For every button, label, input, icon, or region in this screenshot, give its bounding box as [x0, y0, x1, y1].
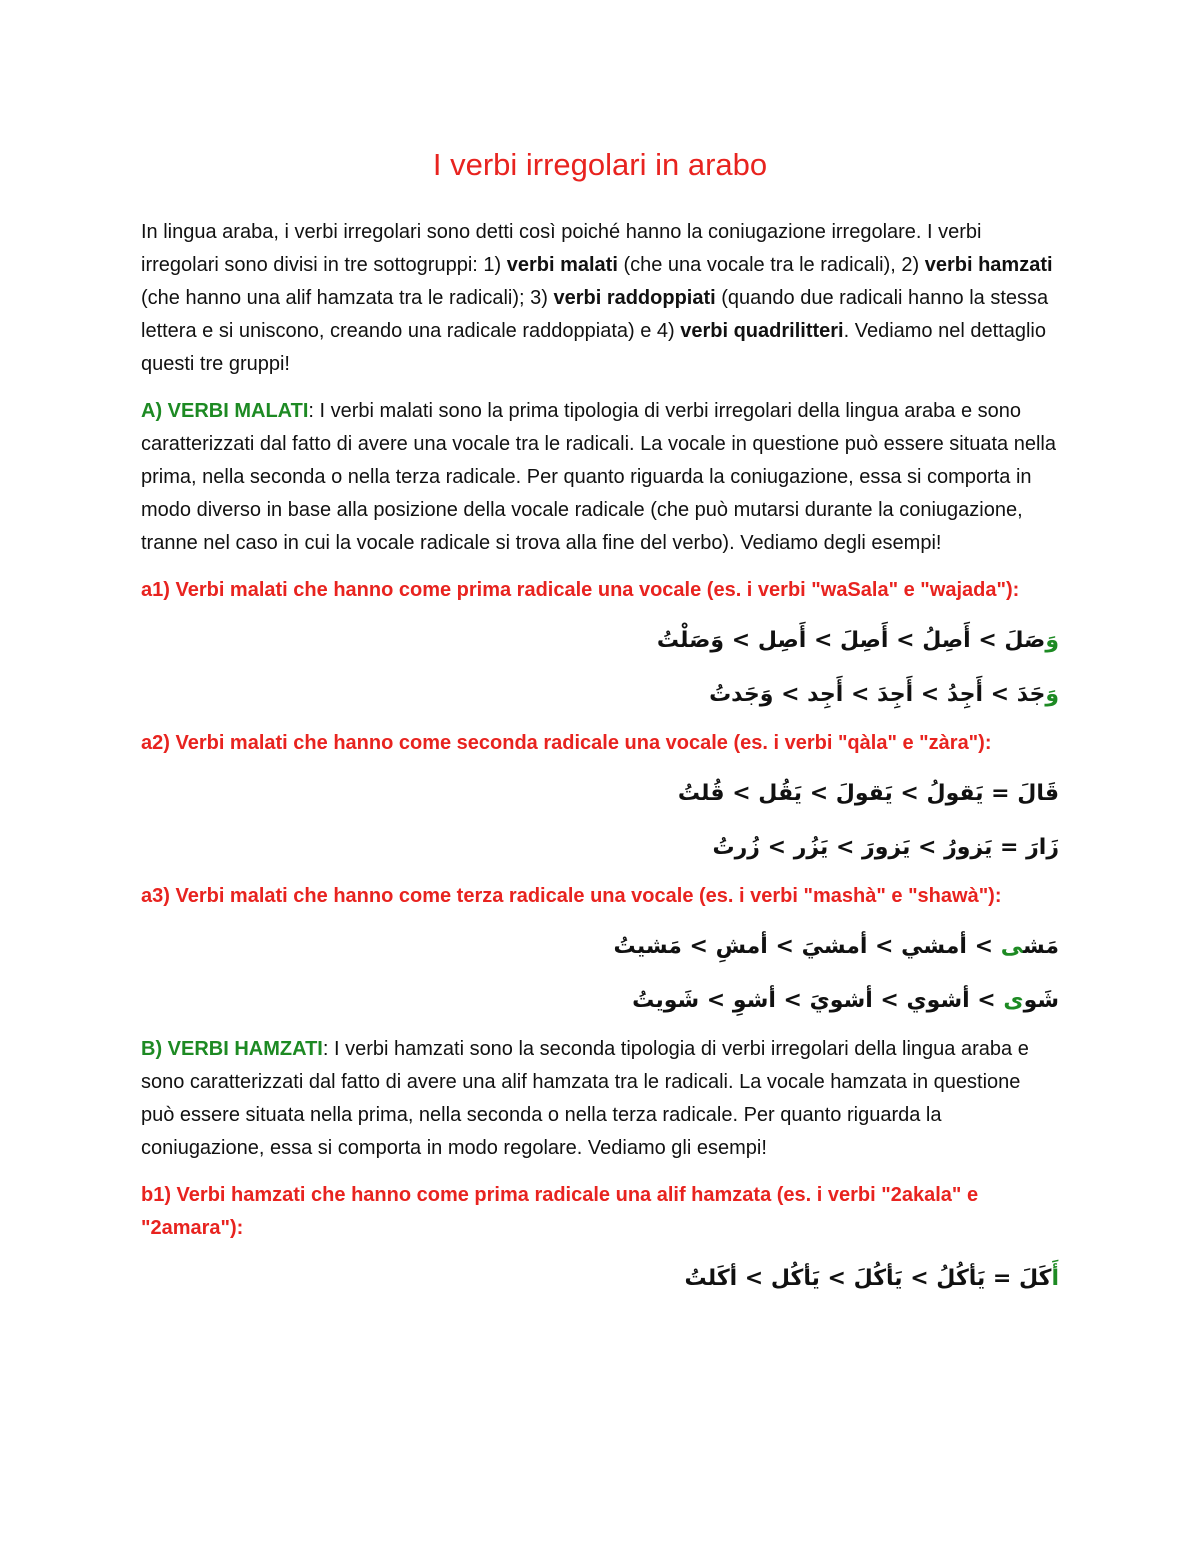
- green-letter: أَ: [1051, 1266, 1059, 1291]
- section-b-paragraph: [141, 1033, 1059, 1165]
- a3-example-2: [141, 979, 1059, 1023]
- section-b-text: : I verbi hamzati sono la seconda tipologia di verbi irregolari della lingua araba e sono caratterizzati dal fatto di avere una alif hamzata tra le radicali. La vocale hamzata in questione può essere situata nella prima, nella seconda o nella terza radicale. Per quanto riguarda la coniugazione, essa si comporta in modo regolare. Vediamo gli esempi!: [141, 1038, 1029, 1159]
- green-letter: وَ: [1045, 682, 1059, 707]
- a3-example-1: [141, 925, 1059, 969]
- a1-example-1: [141, 619, 1059, 663]
- green-letter: ى: [1003, 988, 1024, 1013]
- intro-text: In lingua araba, i verbi irregolari sono detti così poiché hanno la coniugazione irregolare. I verbi irregolari sono divisi in tre sottogruppi: 1): [141, 221, 982, 276]
- a1-heading: a1) Verbi malati che hanno come prima radicale una vocale (es. i verbi "waSala" e "wajada"):: [141, 579, 1020, 601]
- a3-heading: a3) Verbi malati che hanno come terza radicale una vocale (es. i verbi "mashà" e "shawà"):: [141, 885, 1002, 907]
- intro-bold: verbi quadrilitteri: [680, 320, 844, 342]
- arabic-text: > أمشي > أمشيَ > أمشِ > مَشيتُ: [613, 934, 1001, 959]
- intro-bold: verbi raddoppiati: [553, 287, 716, 309]
- arabic-text: صَلَ > أَصِلُ > أَصِلَ > أَصِل > وَصَلْتُ: [656, 628, 1046, 653]
- arabic-text: > أشوي > أشويَ > أشوِ > شَويتُ: [632, 988, 1004, 1013]
- green-letter: ى: [1000, 934, 1023, 959]
- a1-example-2: [141, 673, 1059, 717]
- b1-heading: b1) Verbi hamzati che hanno come prima radicale una alif hamzata (es. i verbi "2akala" e "2amara"):: [141, 1184, 979, 1239]
- b1-example-1: [141, 1257, 1059, 1301]
- intro-bold: verbi hamzati: [924, 254, 1053, 276]
- arabic-text: كَلَ = يَأكُلُ > يَأكُلَ > يَأكُل > أكَلتُ: [684, 1266, 1052, 1291]
- a2-heading: a2) Verbi malati che hanno come seconda radicale una vocale (es. i verbi "qàla" e "zàra"):: [141, 732, 992, 754]
- intro-text: (quando due radicali hanno la stessa lettera e si uniscono, creando una radicale raddoppiata) e 4): [141, 287, 1049, 342]
- green-letter: وَ: [1045, 628, 1059, 653]
- section-a-paragraph: [141, 395, 1059, 560]
- page-title: I verbi irregolari in arabo: [432, 147, 768, 182]
- arabic-text: مَش: [1022, 934, 1059, 959]
- intro-paragraph: [141, 216, 1059, 381]
- arabic-text: شَو: [1023, 988, 1059, 1013]
- section-b-label: B) VERBI HAMZATI: [141, 1038, 323, 1060]
- intro-bold: verbi malati: [506, 254, 618, 276]
- a2-example-2: زَارَ = يَزورُ > يَزورَ > يَزُر > زُرتُ: [712, 835, 1059, 860]
- intro-text: . Vediamo nel dettaglio questi tre gruppi!: [141, 320, 1046, 375]
- intro-text: (che una vocale tra le radicali), 2): [617, 254, 925, 276]
- intro-text: (che hanno una alif hamzata tra le radicali); 3): [141, 287, 554, 309]
- section-a-text: : I verbi malati sono la prima tipologia di verbi irregolari della lingua araba e sono caratterizzati dal fatto di avere una vocale tra le radicali. La vocale in questione può essere situata nella prima, nella seconda o nella terza radicale. Per quanto riguarda la coniugazione, essa si comporta in modo diverso in base alla posizione della vocale radicale (che può mutarsi durante la coniugazione, tranne nel caso in cui la vocale radicale si trova alla fine del verbo). Vediamo degli esempi!: [141, 400, 1056, 554]
- document-page: [141, 140, 1059, 1311]
- a2-example-1: قَالَ = يَقولُ > يَقولَ > يَقُل > قُلتُ: [677, 781, 1059, 806]
- section-a-label: A) VERBI MALATI: [141, 400, 309, 422]
- arabic-text: جَدَ > أَجِدُ > أَجِدَ > أَجِد > وَجَدتُ: [709, 682, 1046, 707]
